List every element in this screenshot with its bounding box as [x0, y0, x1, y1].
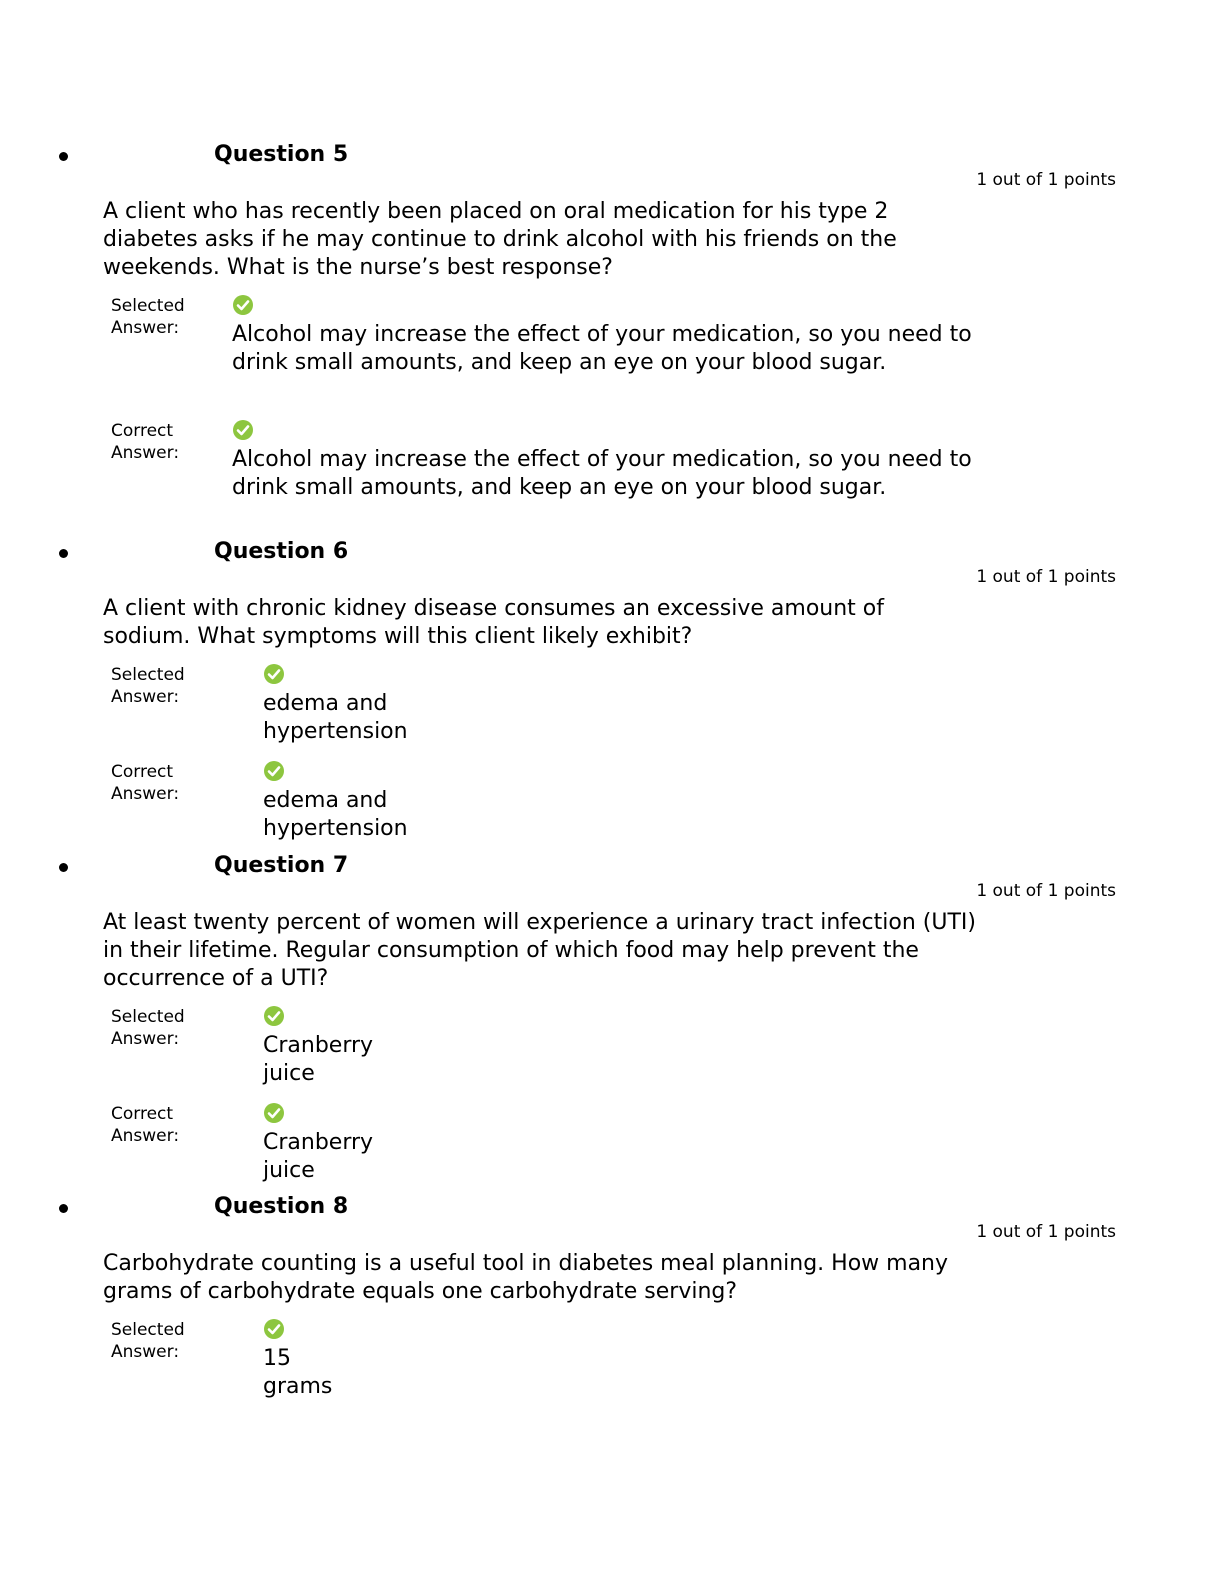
question-text: Carbohydrate counting is a useful tool in diabetes meal planning. How many grams of carbohydrate equals one carbohydrate serving? [103, 1251, 949, 1304]
bullet-icon [59, 152, 68, 161]
bullet-icon [59, 863, 68, 872]
correct-answer-label: Correct Answer: [111, 421, 180, 463]
selected-answer-label: Selected Answer: [111, 1320, 185, 1362]
correct-answer-text: Cranberry juice [263, 1130, 374, 1183]
question-text: A client with chronic kidney disease consumes an excessive amount of sodium. What symptoms will this client likely exhibit? [103, 596, 885, 649]
bullet-icon [59, 549, 68, 558]
selected-answer-label: Selected Answer: [111, 665, 185, 707]
check-circle-icon [264, 1319, 284, 1339]
check-circle-icon [264, 664, 284, 684]
correct-answer-text: Alcohol may increase the effect of your medication, so you need to drink small amounts, and keep an eye on your blood sugar. [232, 447, 972, 500]
check-circle-icon [264, 1103, 284, 1123]
question-text: At least twenty percent of women will experience a urinary tract infection (UTI) in their lifetime. Regular consumption of which food may help prevent the occurrence of a UTI? [103, 910, 976, 991]
question-title: Question 6 [214, 539, 349, 564]
question-title: Question 5 [214, 142, 349, 167]
correct-answer-label: Correct Answer: [111, 1104, 180, 1146]
question-title: Question 7 [214, 853, 349, 878]
selected-answer-text: Cranberry juice [263, 1033, 374, 1086]
question-title: Question 8 [214, 1194, 349, 1219]
question-points: 1 out of 1 points [976, 567, 1116, 587]
check-circle-icon [233, 295, 253, 315]
selected-answer-label: Selected Answer: [111, 1007, 185, 1049]
check-circle-icon [264, 761, 284, 781]
check-circle-icon [264, 1006, 284, 1026]
selected-answer-text: edema and hypertension [263, 691, 408, 744]
selected-answer-text: 15 grams [263, 1346, 333, 1399]
correct-answer-label: Correct Answer: [111, 762, 180, 804]
question-points: 1 out of 1 points [976, 170, 1116, 190]
check-circle-icon [233, 420, 253, 440]
correct-answer-text: edema and hypertension [263, 788, 408, 841]
question-points: 1 out of 1 points [976, 881, 1116, 901]
selected-answer-text: Alcohol may increase the effect of your medication, so you need to drink small amounts, and keep an eye on your blood sugar. [232, 322, 972, 375]
selected-answer-label: Selected Answer: [111, 296, 185, 338]
question-points: 1 out of 1 points [976, 1222, 1116, 1242]
question-text: A client who has recently been placed on oral medication for his type 2 diabetes asks if he may continue to drink alcohol with his friends on the weekends. What is the nurse’s best response? [103, 199, 897, 280]
bullet-icon [59, 1204, 68, 1213]
